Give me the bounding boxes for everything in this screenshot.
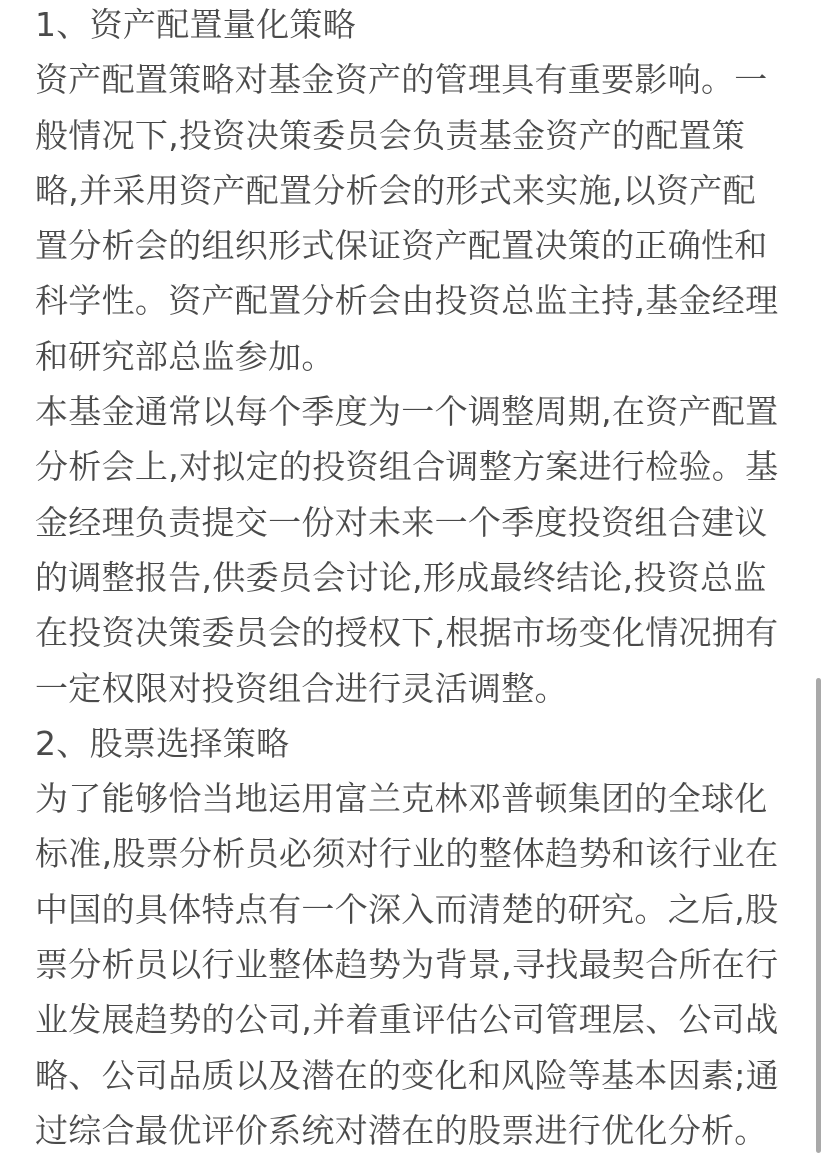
paragraph-line: 略、公司品质以及潜在的变化和风险等基本因素;通 bbox=[35, 1055, 780, 1095]
paragraph-line: 标准,股票分析员必须对行业的整体趋势和该行业在 bbox=[35, 834, 779, 874]
paragraph-line: 资产配置策略对基金资产的管理具有重要影响。一 bbox=[35, 60, 768, 100]
paragraph-line: 置分析会的组织形式保证资产配置决策的正确性和 bbox=[35, 226, 768, 266]
vertical-scrollbar[interactable] bbox=[816, 678, 821, 1153]
paragraph-line: 的调整报告,供委员会讨论,形成最终结论,投资总监 bbox=[35, 557, 767, 597]
paragraph-line: 和研究部总监参加。 bbox=[35, 336, 335, 376]
paragraph-line: 在投资决策委员会的授权下,根据市场变化情况拥有 bbox=[35, 613, 779, 653]
document-body bbox=[35, 0, 828, 1158]
paragraph-line: 科学性。资产配置分析会由投资总监主持,基金经理 bbox=[35, 281, 779, 321]
paragraph-line: 金经理负责提交一份对未来一个季度投资组合建议 bbox=[35, 502, 768, 542]
paragraph-line: 中国的具体特点有一个深入而清楚的研究。之后,股 bbox=[35, 889, 779, 929]
section-heading: 1、资产配置量化策略 bbox=[35, 5, 356, 44]
paragraph-line: 过综合最优评价系统对潜在的股票进行优化分析。 bbox=[35, 1110, 768, 1150]
paragraph-line: 本基金通常以每个季度为一个调整周期,在资产配置 bbox=[35, 392, 779, 432]
section-heading: 2、股票选择策略 bbox=[35, 723, 290, 763]
paragraph-line: 略,并采用资产配置分析会的形式来实施,以资产配 bbox=[35, 170, 756, 210]
paragraph-line: 一定权限对投资组合进行灵活调整。 bbox=[35, 668, 568, 708]
paragraph-line: 票分析员以行业整体趋势为背景,寻找最契合所在行 bbox=[35, 945, 779, 985]
paragraph-line: 业发展趋势的公司,并着重评估公司管理层、公司战 bbox=[35, 1000, 779, 1040]
paragraph-line: 分析会上,对拟定的投资组合调整方案进行检验。基 bbox=[35, 447, 779, 487]
paragraph-line: 为了能够恰当地运用富兰克林邓普顿集团的全球化 bbox=[35, 779, 768, 819]
paragraph-line: 般情况下,投资决策委员会负责基金资产的配置策 bbox=[35, 115, 746, 155]
